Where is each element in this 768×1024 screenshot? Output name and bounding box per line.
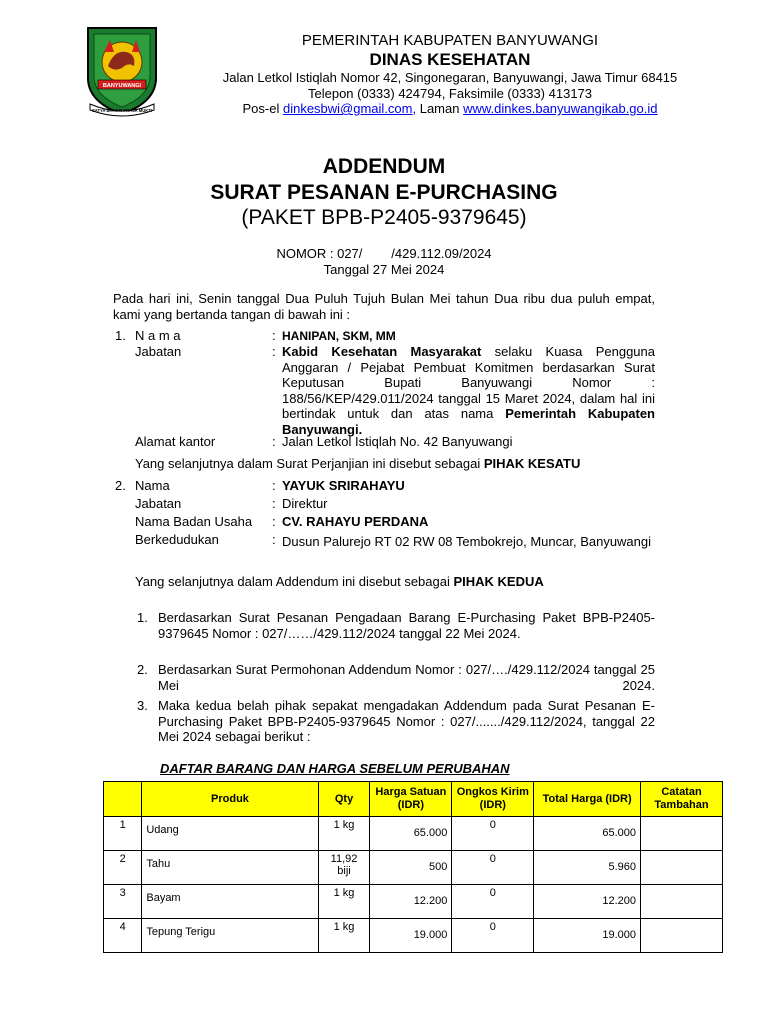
cell-unit-price-text: 19.000 <box>413 929 448 941</box>
cell-qty: 1 kg <box>318 885 370 919</box>
cell-shipping: 0 <box>452 817 534 851</box>
doc-title: ADDENDUM <box>322 155 446 178</box>
cell-unit-price-text: 65.000 <box>413 827 448 839</box>
table-row <box>104 817 723 851</box>
intro-paragraph: Pada hari ini, Senin tanggal Dua Puluh Tujuh Bulan Mei tahun Dua ribu dua puluh empat, kami yang bertanda tangan di bawah ini : <box>113 291 655 322</box>
cell-total <box>534 885 641 919</box>
party2-name-label: Nama <box>135 478 170 493</box>
letterhead-agency: DINAS KESEHATAN <box>369 50 531 69</box>
party2-number: 2. <box>115 478 126 493</box>
party1-office: Jalan Letkol Istiqlah No. 42 Banyuwangi <box>282 434 513 449</box>
cell-product <box>142 851 318 885</box>
cell-product-text: Tepung Terigu <box>146 926 216 938</box>
cell-unit-price <box>370 851 452 885</box>
cell-unit-price-text: 500 <box>428 861 448 873</box>
party2-domicile-label: Berkedudukan <box>135 532 219 547</box>
column-header-total: Total Harga (IDR) <box>534 782 641 817</box>
cell-notes <box>641 817 723 851</box>
table-row <box>104 919 723 953</box>
column-header-no <box>104 782 142 817</box>
cell-total-text: 65.000 <box>602 827 637 839</box>
cell-total-text: 5.960 <box>608 861 637 873</box>
column-header-product: Produk <box>142 782 318 817</box>
website-link[interactable]: www.dinkes.banyuwangikab.go.id <box>463 101 658 116</box>
party1-number: 1. <box>115 328 126 343</box>
party1-closing <box>135 456 580 471</box>
cell-unit-price <box>370 885 452 919</box>
cell-qty: 1 kg <box>318 817 370 851</box>
column-header-shipping: Ongkos Kirim (IDR) <box>452 782 534 817</box>
party1-position <box>282 344 655 437</box>
party2-company: CV. RAHAYU PERDANA <box>282 514 429 529</box>
column-header-unit-price: Harga Satuan (IDR) <box>370 782 452 817</box>
cell-total <box>534 817 641 851</box>
party1-position-text: selaku Kuasa Pengguna Anggaran / Pejabat Pembuat Komitmen berdasarkan Surat Keputusan Bupati Banyuwangi Nomor : 188/56/KEP/429.011/2024 tanggal 15 Maret 2024, dalam hal ini bertindak untuk dan atas nama <box>282 344 655 421</box>
party2-closing <box>135 574 544 589</box>
cell-total <box>534 919 641 953</box>
party1-position-title: Kabid Kesehatan Masyarakat <box>282 344 482 359</box>
cell-product <box>142 919 318 953</box>
party2-domicile: Dusun Palurejo RT 02 RW 08 Tembokrejo, Muncar, Banyuwangi <box>282 534 652 549</box>
table-row <box>104 885 723 919</box>
party1-name-label: N a m a <box>135 328 181 343</box>
letterhead-address: Jalan Letkol Istiqlah Nomor 42, Singonegaran, Banyuwangi, Jawa Timur 68415 <box>222 70 678 85</box>
table-row <box>104 851 723 885</box>
cell-no: 4 <box>104 919 142 953</box>
cell-shipping: 0 <box>452 885 534 919</box>
cell-total-text: 19.000 <box>602 929 637 941</box>
party1-role: PIHAK KESATU <box>483 456 581 471</box>
banyuwangi-regency-logo <box>84 22 160 118</box>
point-text: Berdasarkan Surat Pesanan Pengadaan Barang E-Purchasing Paket BPB-P2405-9379645 Nomor : 027/……/429.112/2024 tanggal 22 Mei 2024. <box>158 610 655 641</box>
table-header-row <box>104 782 723 817</box>
cell-unit-price-text: 12.200 <box>413 895 448 907</box>
cell-unit-price <box>370 919 452 953</box>
colon: : <box>272 514 276 529</box>
cell-product-text: Udang <box>146 824 179 836</box>
party2-role: PIHAK KEDUA <box>453 574 544 589</box>
cell-shipping: 0 <box>452 851 534 885</box>
doc-number: NOMOR : 027/ /429.112.09/2024 <box>276 246 492 261</box>
web-prefix: Laman <box>416 101 464 116</box>
cell-shipping: 0 <box>452 919 534 953</box>
point-text: Berdasarkan Surat Permohonan Addendum Nomor : 027/…./429.112/2024 tanggal 25 Mei 2024. <box>158 662 655 693</box>
cell-no: 1 <box>104 817 142 851</box>
point-number: 3. <box>137 698 148 713</box>
cell-notes <box>641 885 723 919</box>
cell-unit-price <box>370 817 452 851</box>
cell-notes <box>641 919 723 953</box>
party2-name: YAYUK SRIRAHAYU <box>282 478 405 493</box>
cell-notes <box>641 851 723 885</box>
letterhead-phone: Telepon (0333) 424794, Faksimile (0333) 413173 <box>307 86 593 101</box>
party2-company-label: Nama Badan Usaha <box>135 514 253 529</box>
email-link[interactable]: dinkesbwi@gmail.com, <box>282 101 417 116</box>
cell-total-text: 12.200 <box>602 895 637 907</box>
party1-organization: Pemerintah Kabupaten Banyuwangi. <box>282 406 656 437</box>
price-table <box>103 781 723 953</box>
party2-position-label: Jabatan <box>135 496 182 511</box>
logo-motto-text: SATYA BHAKTI PRAJA MUKTI <box>92 108 152 113</box>
doc-package: (PAKET BPB-P2405-9379645) <box>241 206 527 229</box>
table-title: DAFTAR BARANG DAN HARGA SEBELUM PERUBAHAN <box>160 761 510 776</box>
party2-position: Direktur <box>282 496 328 511</box>
colon: : <box>272 328 276 343</box>
party1-name: HANIPAN, SKM, MM <box>282 329 396 343</box>
cell-product <box>142 817 318 851</box>
party1-closing-text: Yang selanjutnya dalam Surat Perjanjian ini disebut sebagai <box>135 456 484 471</box>
colon: : <box>272 344 276 359</box>
colon: : <box>272 532 276 547</box>
logo-ribbon-text: BANYUWANGI <box>102 83 142 89</box>
party1-position-label: Jabatan <box>135 344 182 359</box>
point-number: 1. <box>137 610 148 625</box>
cell-qty: 1 kg <box>318 919 370 953</box>
cell-product-text: Bayam <box>146 892 181 904</box>
cell-no: 3 <box>104 885 142 919</box>
cell-product <box>142 885 318 919</box>
colon: : <box>272 434 276 449</box>
colon: : <box>272 478 276 493</box>
party2-closing-text: Yang selanjutnya dalam Addendum ini disebut sebagai <box>135 574 454 589</box>
email-prefix: Pos-el <box>242 101 283 116</box>
letterhead-contact <box>180 101 720 116</box>
column-header-qty: Qty <box>318 782 370 817</box>
point-number: 2. <box>137 662 148 677</box>
column-header-notes: Catatan Tambahan <box>641 782 723 817</box>
point-text: Maka kedua belah pihak sepakat mengadakan Addendum pada Surat Pesanan E-Purchasing Paket BPB-P2405-9379645 Nomor : 027/......./429.112/2024, tanggal 22 Mei 2024 sebagai berikut : <box>158 698 655 744</box>
doc-date: Tanggal 27 Mei 2024 <box>323 262 445 277</box>
cell-total <box>534 851 641 885</box>
party1-office-label: Alamat kantor <box>135 434 216 449</box>
cell-qty: 11,92 biji <box>318 851 370 885</box>
cell-no: 2 <box>104 851 142 885</box>
colon: : <box>272 496 276 511</box>
doc-subtitle: SURAT PESANAN E-PURCHASING <box>210 181 558 204</box>
letterhead-government: PEMERINTAH KABUPATEN BANYUWANGI <box>301 32 599 49</box>
cell-product-text: Tahu <box>146 858 171 870</box>
